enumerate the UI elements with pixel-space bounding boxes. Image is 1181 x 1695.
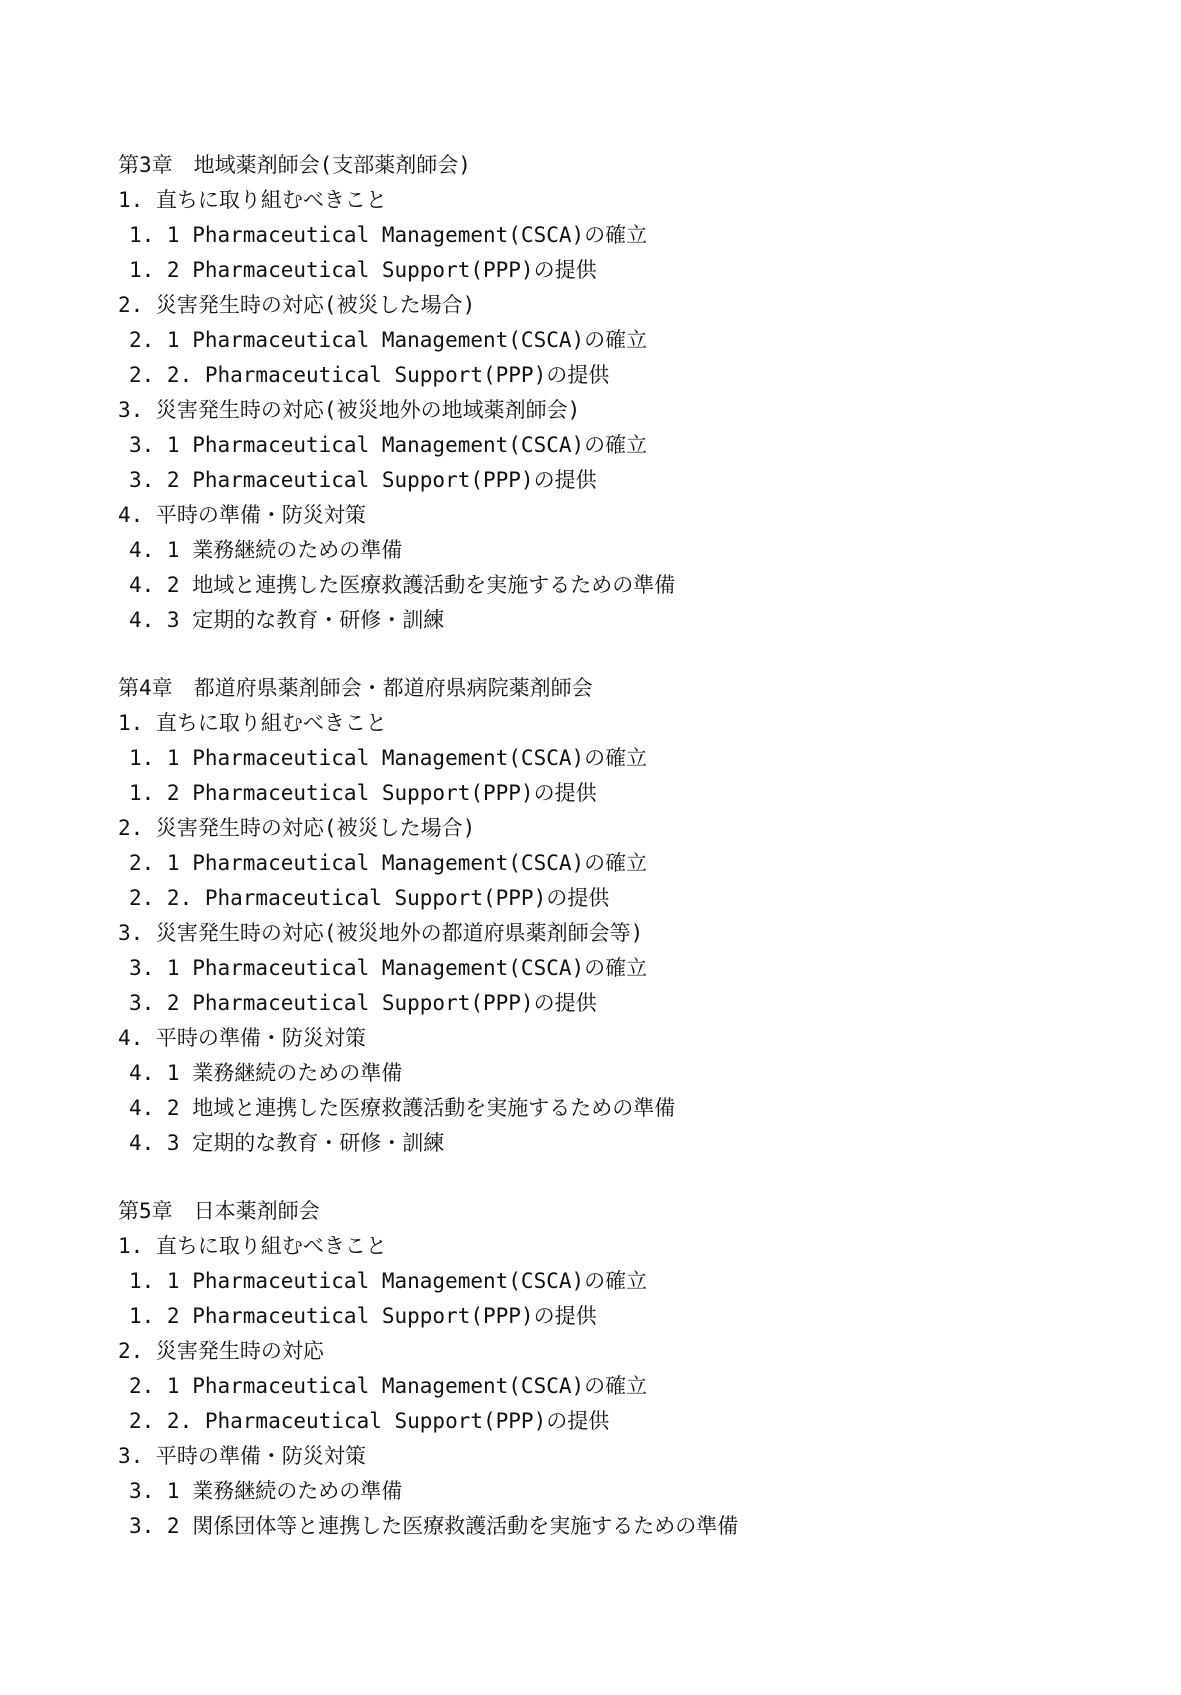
subsection-item: 1. 1 Pharmaceutical Management(CSCA)の確立 bbox=[129, 223, 648, 247]
chapter-4 bbox=[118, 671, 1118, 1161]
subsection-item: 4. 1 業務継続のための準備 bbox=[129, 1061, 403, 1085]
section-title: 4. 平時の準備・防災対策 bbox=[118, 503, 366, 527]
chapter-3 bbox=[118, 148, 1118, 638]
subsection-item: 4. 1 業務継続のための準備 bbox=[129, 538, 403, 562]
section-title: 3. 災害発生時の対応(被災地外の都道府県薬剤師会等) bbox=[118, 921, 644, 945]
subsection-item: 2. 2. Pharmaceutical Support(PPP)の提供 bbox=[129, 886, 610, 910]
subsection-item: 3. 2 Pharmaceutical Support(PPP)の提供 bbox=[129, 468, 597, 492]
chapter-title: 第5章 日本薬剤師会 bbox=[118, 1199, 320, 1223]
section-title: 2. 災害発生時の対応(被災した場合) bbox=[118, 293, 476, 317]
subsection-item: 3. 1 Pharmaceutical Management(CSCA)の確立 bbox=[129, 956, 648, 980]
chapter-5 bbox=[118, 1194, 1118, 1544]
document-body bbox=[118, 148, 1118, 1577]
subsection-item: 3. 1 業務継続のための準備 bbox=[129, 1479, 403, 1503]
subsection-item: 2. 1 Pharmaceutical Management(CSCA)の確立 bbox=[129, 328, 648, 352]
subsection-item: 2. 2. Pharmaceutical Support(PPP)の提供 bbox=[129, 1409, 610, 1433]
section-title: 1. 直ちに取り組むべきこと bbox=[118, 1234, 387, 1258]
subsection-item: 3. 2 関係団体等と連携した医療救護活動を実施するための準備 bbox=[129, 1514, 739, 1538]
subsection-item: 4. 3 定期的な教育・研修・訓練 bbox=[129, 608, 445, 632]
subsection-item: 1. 2 Pharmaceutical Support(PPP)の提供 bbox=[129, 1304, 597, 1328]
subsection-item: 1. 1 Pharmaceutical Management(CSCA)の確立 bbox=[129, 1269, 648, 1293]
subsection-item: 4. 2 地域と連携した医療救護活動を実施するための準備 bbox=[129, 573, 676, 597]
section-title: 3. 平時の準備・防災対策 bbox=[118, 1444, 366, 1468]
subsection-item: 4. 3 定期的な教育・研修・訓練 bbox=[129, 1131, 445, 1155]
subsection-item: 1. 1 Pharmaceutical Management(CSCA)の確立 bbox=[129, 746, 648, 770]
subsection-item: 2. 1 Pharmaceutical Management(CSCA)の確立 bbox=[129, 1374, 648, 1398]
section-title: 2. 災害発生時の対応(被災した場合) bbox=[118, 816, 476, 840]
chapter-title: 第3章 地域薬剤師会(支部薬剤師会) bbox=[118, 153, 471, 177]
subsection-item: 2. 2. Pharmaceutical Support(PPP)の提供 bbox=[129, 363, 610, 387]
section-title: 1. 直ちに取り組むべきこと bbox=[118, 188, 387, 212]
subsection-item: 3. 2 Pharmaceutical Support(PPP)の提供 bbox=[129, 991, 597, 1015]
subsection-item: 1. 2 Pharmaceutical Support(PPP)の提供 bbox=[129, 258, 597, 282]
section-title: 3. 災害発生時の対応(被災地外の地域薬剤師会) bbox=[118, 398, 581, 422]
section-title: 4. 平時の準備・防災対策 bbox=[118, 1026, 366, 1050]
chapter-title: 第4章 都道府県薬剤師会・都道府県病院薬剤師会 bbox=[118, 676, 593, 700]
subsection-item: 2. 1 Pharmaceutical Management(CSCA)の確立 bbox=[129, 851, 648, 875]
subsection-item: 1. 2 Pharmaceutical Support(PPP)の提供 bbox=[129, 781, 597, 805]
subsection-item: 3. 1 Pharmaceutical Management(CSCA)の確立 bbox=[129, 433, 648, 457]
section-title: 1. 直ちに取り組むべきこと bbox=[118, 711, 387, 735]
subsection-item: 4. 2 地域と連携した医療救護活動を実施するための準備 bbox=[129, 1096, 676, 1120]
section-title: 2. 災害発生時の対応 bbox=[118, 1339, 324, 1363]
